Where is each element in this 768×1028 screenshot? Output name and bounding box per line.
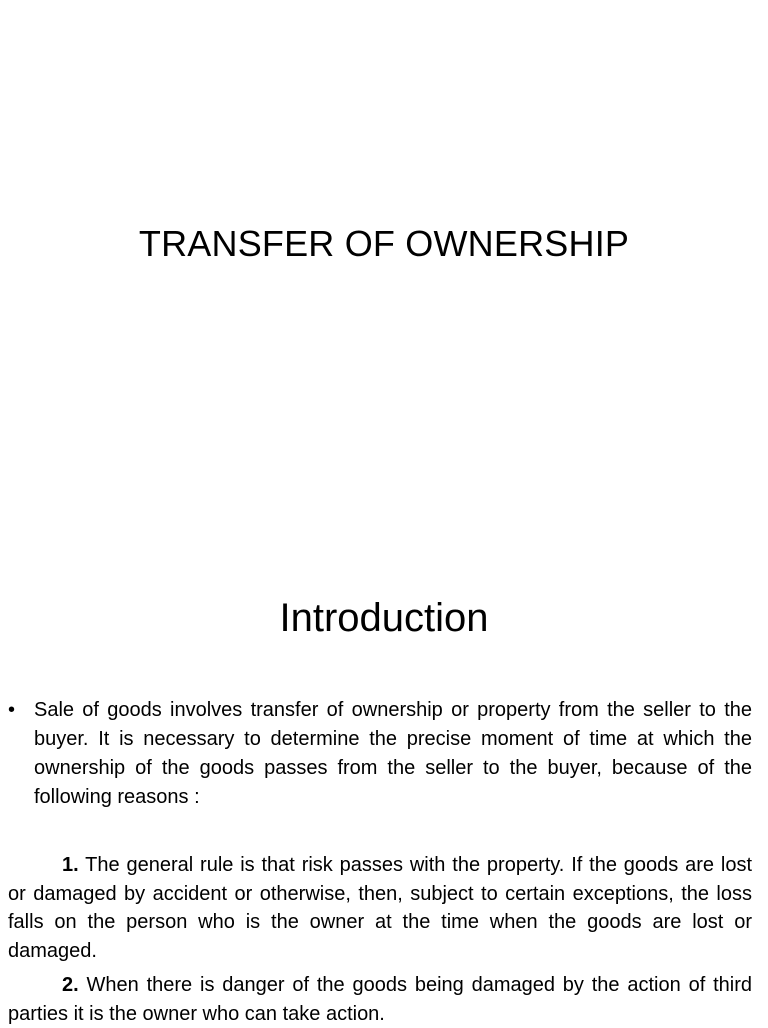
slide-title: TRANSFER OF OWNERSHIP bbox=[138, 223, 630, 264]
numbered-paragraph bbox=[8, 851, 752, 965]
paragraph-number: 2. bbox=[62, 974, 79, 996]
bullet-list bbox=[8, 696, 752, 812]
paragraph-number: 1. bbox=[62, 854, 79, 876]
numbered-paragraph bbox=[8, 971, 752, 1028]
bullet-item bbox=[8, 696, 752, 812]
bullet-dot: • bbox=[8, 699, 16, 721]
section-title: Introduction bbox=[279, 596, 489, 640]
paragraph-text: When there is danger of the goods being damaged by the action of third parties it is the owner who can take action. bbox=[8, 974, 752, 1025]
paragraph-text: The general rule is that risk passes with the property. If the goods are lost or damaged by accident or otherwise, then, subject to certain exceptions, the loss falls on the person who is the owner at the time when the goods are lost or damaged. bbox=[8, 854, 752, 962]
bullet-text: Sale of goods involves transfer of ownership or property from the seller to the buyer. It is necessary to determine the precise moment of time at which the ownership of the goods passes from the seller to the buyer, because of the following reasons : bbox=[34, 699, 752, 808]
introduction-slide bbox=[0, 576, 768, 1024]
